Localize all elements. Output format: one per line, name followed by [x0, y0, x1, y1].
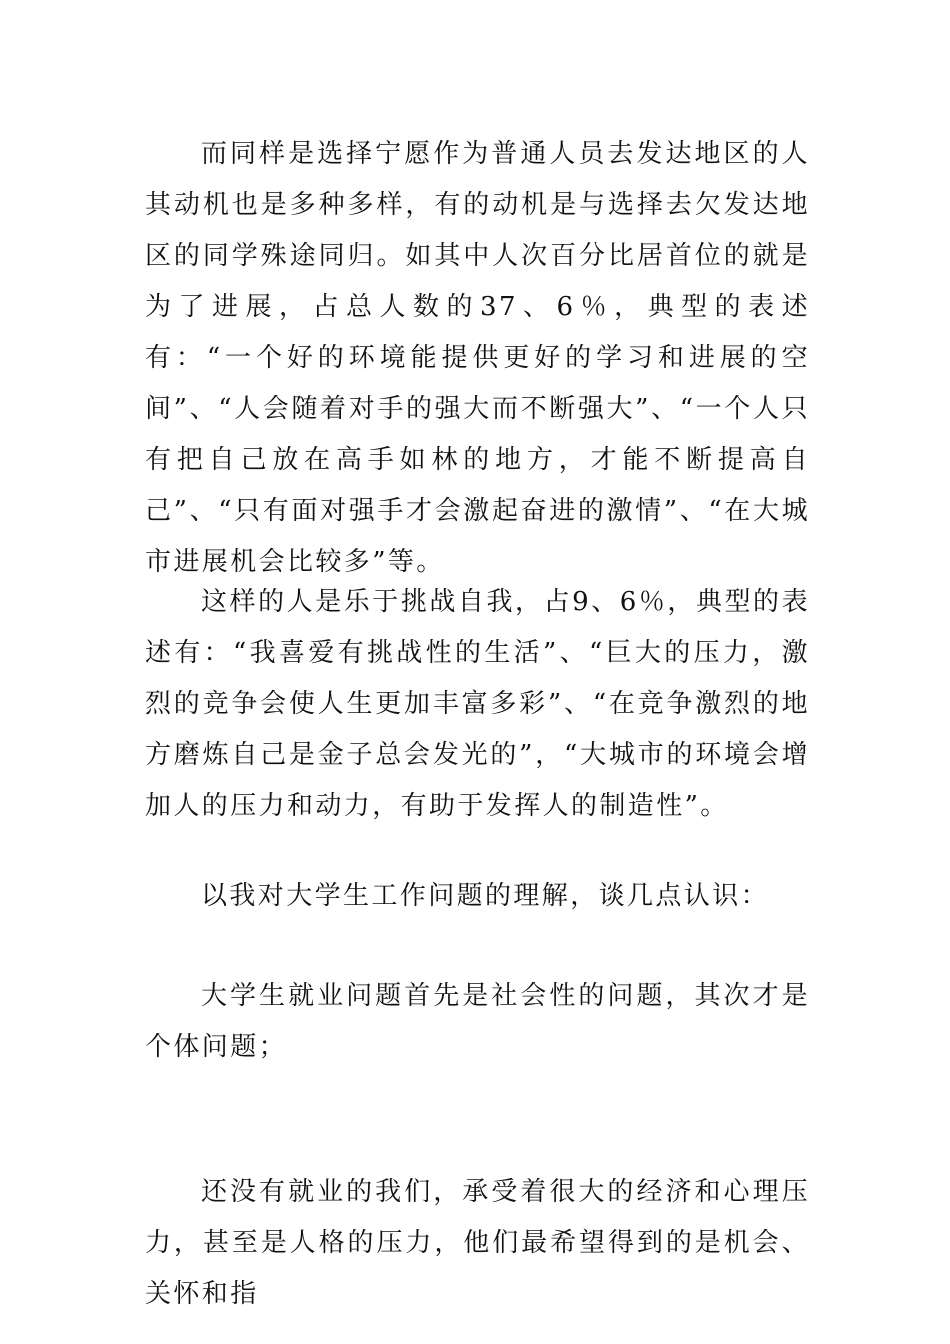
paragraph-understanding-intro: 以我对大学生工作问题的理解，谈几点认识： — [201, 881, 770, 911]
paragraph-social-issue: 大学生就业问题首先是社会性的问题，其次才是个体问题； — [145, 981, 810, 1062]
paragraph-motivation-development: 而同样是选择宁愿作为普通人员去发达地区的人其动机也是多种多样，有的动机是与选择去欠发达地区的同学殊途同归。如其中人次百分比居首位的就是为了进展，占总人数的37、6％，典型的表述有：“一个好的环境能提供更好的学习和进展的空间”、“人会随着对手的强大而不断强大”、“一个人只有把自己放在高手如林的地方，才能不断提高自己”、“只有面对强手才会激起奋进的激情”、“在大城市进展机会比较多”等。 — [145, 139, 810, 577]
paragraph-pressure: 还没有就业的我们，承受着很大的经济和心理压力，甚至是人格的压力，他们最希望得到的是机会、关怀和指 — [145, 1177, 810, 1309]
paragraph-self-challenge: 这样的人是乐于挑战自我，占9、6％，典型的表述有：“我喜爱有挑战性的生活”、“巨大的压力，激烈的竞争会使人生更加丰富多彩”、“在竞争激烈的地方磨炼自己是金子总会发光的”，“大城市的环境会增加人的压力和动力，有助于发挥人的制造性”。 — [145, 587, 810, 821]
